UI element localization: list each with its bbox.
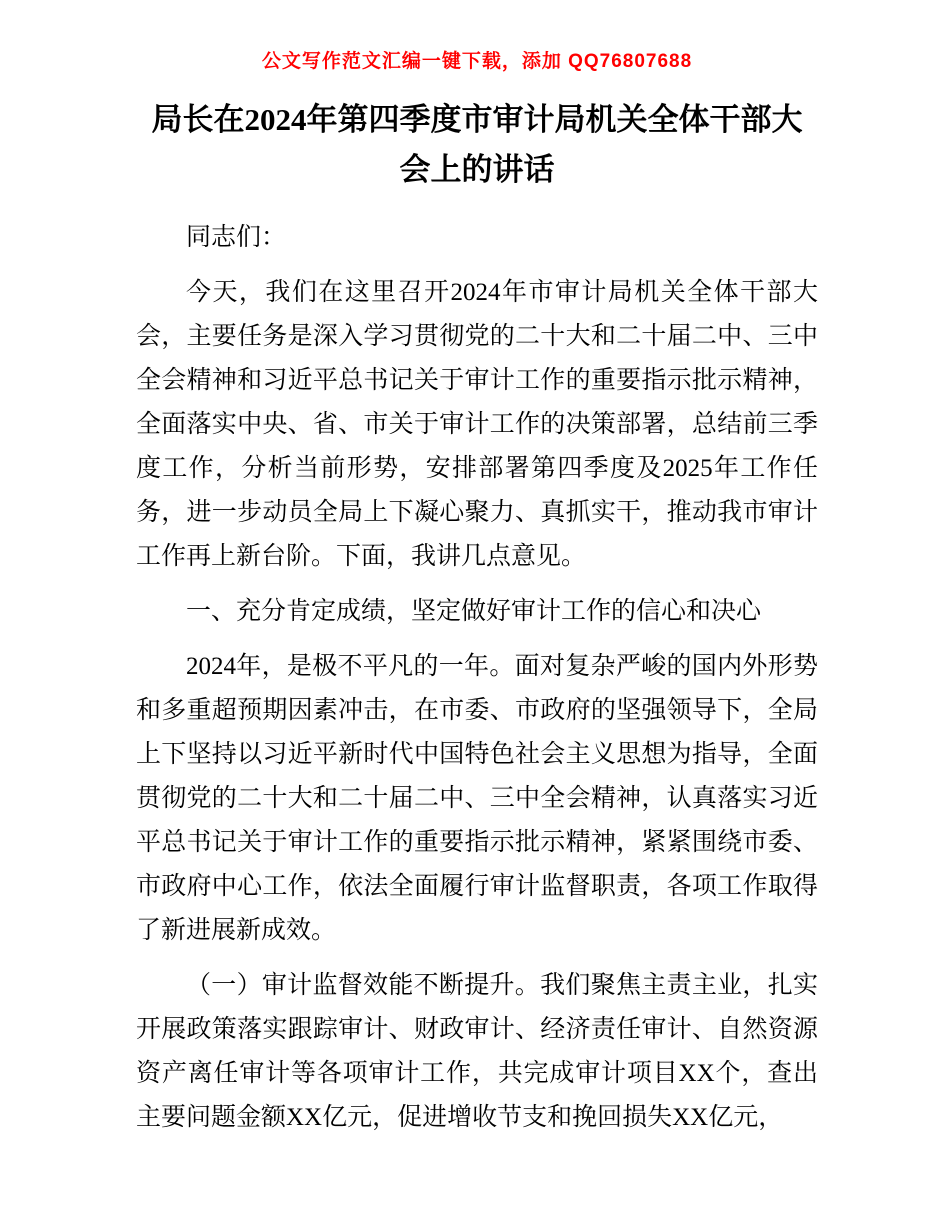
paragraph: （一）审计监督效能不断提升。我们聚焦主责主业，扎实开展政策落实跟踪审计、财政审计、经济责任审计、自然资源资产离任审计等各项审计工作，共完成审计项目XX个，查出主要问题金额XX亿元，促进增收节支和挽回损失XX亿元， bbox=[136, 972, 818, 1132]
paragraph: 今天，我们在这里召开2024年市审计局机关全体干部大会，主要任务是深入学习贯彻党的二十大和二十届二中、三中全会精神和习近平总书记关于审计工作的重要指示批示精神，全面落实中央、省、市关于审计工作的决策部署，总结前三季度工作，分析当前形势，安排部署第四季度及2025年工作任务，进一步动员全局上下凝心聚力、真抓实干，推动我市审计工作再上新台阶。下面，我讲几点意见。 bbox=[136, 279, 818, 571]
section-heading: 一、充分肯定成绩，坚定做好审计工作的信心和决心 bbox=[186, 598, 762, 626]
document-title: 局长在2024年第四季度市审计局机关全体干部大会上的讲话 bbox=[151, 102, 803, 187]
paragraph: 同志们： bbox=[186, 224, 287, 252]
promo-notice: 公文写作范文汇编一键下载，添加 QQ76807688 bbox=[261, 51, 693, 72]
document-body bbox=[136, 216, 818, 1140]
paragraph: 2024年，是极不平凡的一年。面对复杂严峻的国内外形势和多重超预期因素冲击，在市委、市政府的坚强领导下，全局上下坚持以习近平新时代中国特色社会主义思想为指导，全面贯彻党的二十大和二十届二中、三中全会精神，认真落实习近平总书记关于审计工作的重要指示批示精神，紧紧围绕市委、市政府中心工作，依法全面履行审计监督职责，各项工作取得了新进展新成效。 bbox=[136, 653, 818, 945]
